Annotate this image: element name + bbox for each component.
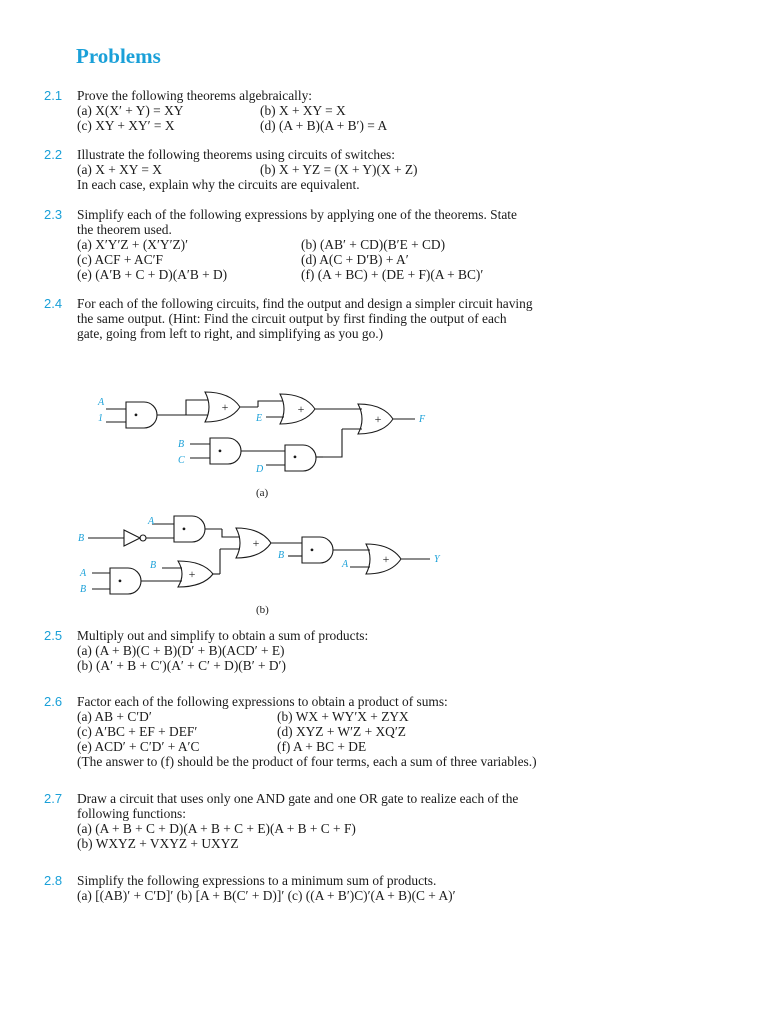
input-label: B (150, 560, 157, 571)
problem-number: 2.3 (44, 207, 63, 222)
problem-item: (a) X(X′ + Y) = XY (77, 103, 184, 118)
problem-text: following functions: (77, 806, 186, 821)
problem-item: (a) (A + B + C + D)(A + B + C + E)(A + B + C + F) (77, 821, 356, 836)
problem-item: (e) (A′B + C + D)(A′B + D) (77, 267, 228, 282)
problem-text: the theorem used. (77, 222, 172, 237)
circuit-a-caption: (a) (256, 487, 269, 499)
problem-item: (c) ACF + AC′F (77, 252, 164, 267)
problem-text: Simplify each of the following expressions by applying one of the theorems. State (77, 207, 517, 222)
output-label: F (419, 414, 426, 425)
or-gate-symbol: + (374, 412, 382, 426)
or-gate-symbol: + (382, 552, 390, 566)
problem-item: (b) X + XY = X (260, 103, 346, 118)
input-label: E (256, 413, 263, 424)
problem-2-6 (44, 694, 537, 769)
problem-item: (b) (A′ + B + C′)(A′ + C′ + D)(B′ + D′) (77, 658, 286, 673)
input-label: A (148, 516, 155, 527)
input-label: 1 (98, 413, 103, 424)
and-gate-symbol: • (133, 408, 139, 422)
circuit-a-diagram (90, 380, 440, 500)
problem-text: Illustrate the following theorems using circuits of switches: (77, 147, 395, 162)
problem-item: (b) WXYZ + VXYZ + UXYZ (77, 836, 239, 851)
problem-text: gate, going from left to right, and simplifying as you go.) (77, 326, 384, 341)
problem-text: Draw a circuit that uses only one AND gate and one OR gate to realize each of the (77, 791, 519, 806)
problem-2-7 (44, 791, 518, 851)
problem-text: (The answer to (f) should be the product of four terms, each a sum of three variables.) (77, 754, 537, 769)
input-label: C (178, 455, 185, 466)
input-label: A (98, 397, 105, 408)
problem-item: (a) X′Y′Z + (X′Y′Z)′ (77, 237, 189, 252)
problem-text: Multiply out and simplify to obtain a sum of products: (77, 628, 369, 643)
input-label: A (342, 559, 349, 570)
problem-number: 2.1 (44, 88, 63, 103)
problem-item: (c) A′BC + EF + DEF′ (77, 724, 198, 739)
problem-item: (a) X + XY = X (77, 162, 162, 177)
circuit-b-caption: (b) (256, 604, 269, 616)
problem-text: Simplify the following expressions to a minimum sum of products. (77, 873, 437, 888)
problem-item: (e) ACD′ + C′D′ + A′C (77, 739, 200, 754)
problem-item: (f) (A + BC) + (DE + F)(A + BC)′ (301, 267, 484, 282)
problem-number: 2.6 (44, 694, 63, 709)
problem-text: In each case, explain why the circuits are equivalent. (77, 177, 360, 192)
circuit-b-diagram (70, 510, 450, 605)
problem-number: 2.2 (44, 147, 63, 162)
problem-2-5 (44, 628, 368, 673)
or-gate-symbol: + (297, 402, 305, 416)
problem-text: Prove the following theorems algebraically: (77, 88, 313, 103)
problem-item: (b) X + YZ = (X + Y)(X + Z) (260, 162, 418, 177)
and-gate-symbol: • (217, 444, 223, 458)
problem-number: 2.8 (44, 873, 63, 888)
problem-item: (b) WX + WY′X + ZYX (277, 709, 409, 724)
problem-item: (a) AB + C′D′ (77, 709, 152, 724)
problem-text: Factor each of the following expressions to obtain a product of sums: (77, 694, 448, 709)
problem-item: (c) XY + XY′ = X (77, 118, 175, 133)
input-label: D (256, 464, 264, 475)
input-label: B (278, 550, 285, 561)
problem-item: (d) A(C + D′B) + A′ (301, 252, 409, 267)
problem-item: (d) XYZ + W′Z + XQ′Z (277, 724, 406, 739)
problem-number: 2.5 (44, 628, 63, 643)
and-gate-symbol: • (181, 522, 187, 536)
problem-item: (b) (AB′ + CD)(B′E + CD) (301, 237, 446, 252)
input-label: B (78, 533, 85, 544)
problem-item: (d) (A + B)(A + B′) = A (260, 118, 388, 133)
problem-text: For each of the following circuits, find the output and design a simpler circuit having (77, 296, 533, 311)
problem-item: (f) A + BC + DE (277, 739, 367, 754)
or-gate-symbol: + (252, 536, 260, 550)
problem-item: (a) [(AB)′ + C′D]′ (b) [A + B(C′ + D)]′ (c) ((A + B′)C)′(A + B)(C + A)′ (77, 888, 456, 903)
or-gate-symbol: + (221, 400, 229, 414)
input-label: B (178, 439, 185, 450)
problem-number: 2.4 (44, 296, 63, 311)
input-label: A (80, 568, 87, 579)
problem-2-8 (44, 873, 456, 903)
or-gate-symbol: + (188, 567, 196, 581)
and-gate-symbol: • (309, 543, 315, 557)
problem-text: the same output. (Hint: Find the circuit output by first finding the output of each (77, 311, 507, 326)
page-title: Problems (76, 44, 161, 68)
output-label: Y (434, 554, 440, 565)
problem-2-2 (44, 147, 418, 192)
input-label: B (80, 584, 87, 595)
and-gate-symbol: • (292, 450, 298, 464)
problem-number: 2.7 (44, 791, 63, 806)
problem-2-3 (44, 207, 517, 282)
problem-item: (a) (A + B)(C + B)(D′ + B)(ACD′ + E) (77, 643, 285, 658)
problem-2-4 (44, 296, 533, 341)
problem-2-1 (44, 88, 388, 133)
and-gate-symbol: • (117, 574, 123, 588)
